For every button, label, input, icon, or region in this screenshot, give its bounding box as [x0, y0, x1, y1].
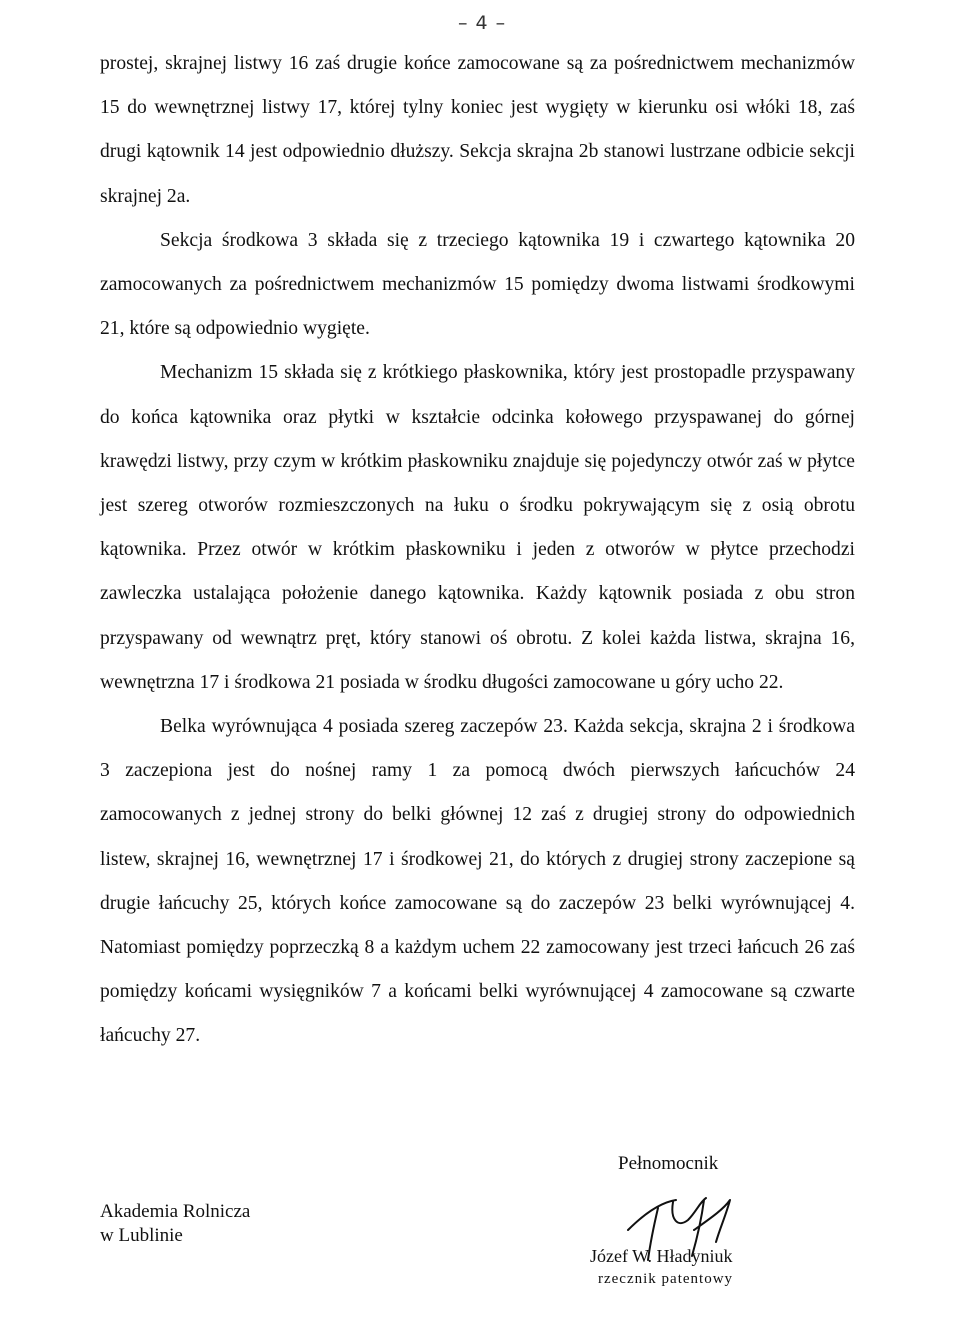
institution-line-2: w Lublinie	[100, 1225, 183, 1246]
signatory-name: Józef W. Hładyniuk	[590, 1246, 733, 1266]
page-number: – 4 –	[458, 12, 507, 34]
paragraph-4: Belka wyrównująca 4 posiada szereg zaczepów 23. Każda sekcja, skrajna 2 i środkowa 3 zaczepiona jest do nośnej ramy 1 za pomocą dwóch pierwszych łańcuchów 24 zamocowanych z jednej strony do belki głównej 12 zaś z drugiej strony do odpowiednich listew, skrajnej 16, wewnętrznej 17 i środkowej 21, do których z drugiej strony zaczepione są drugie łańcuchy 25, których końce zamocowane są do zaczepów 23 belki wyrównującej 4. Natomiast pomiędzy poprzeczką 8 a każdym uchem 22 zamocowany jest trzeci łańcuch 26 zaś pomiędzy końcami wysięgników 7 a końcami belki wyrównującej 4 zamocowane są czwarte łańcuchy 27.	[100, 716, 855, 1047]
paragraph-1: prostej, skrajnej listwy 16 zaś drugie końce zamocowane są za pośrednictwem mechanizmów 15 do wewnętrznej listwy 17, której tylny koniec jest wygięty w kierunku osi włóki 18, zaś drugi kątownik 14 jest odpowiednio dłuższy. Sekcja skrajna 2b stanowi lustrzane odbicie sekcji skrajnej 2a.	[100, 53, 855, 207]
document-body	[100, 42, 855, 1059]
paragraph-3: Mechanizm 15 składa się z krótkiego płaskownika, który jest prostopadle przyspawany do końca kątownika oraz płytki w kształcie odcinka kołowego przyspawanej do górnej krawędzi listwy, przy czym w krótkim płaskowniku znajduje się pojedynczy otwór zaś w płytce jest szereg otworów rozmieszczonych na łuku o środku pokrywającym się z osią obrotu kątownika. Przez otwór w krótkim płaskowniku i jeden z otworów w płytce przechodzi zawleczka ustalająca położenie danego kątownika. Każdy kątownik posiada z obu stron przyspawany od wewnątrz pręt, który stanowi oś obrotu. Z kolei każda listwa, skrajna 16, wewnętrzna 17 i środkowa 21 posiada w środku długości zamocowane u góry ucho 22.	[100, 362, 855, 693]
signature-title: Pełnomocnik	[618, 1153, 719, 1174]
institution-line-1: Akademia Rolnicza	[100, 1201, 251, 1222]
signatory-role: rzecznik patentowy	[598, 1271, 734, 1287]
paragraph-2: Sekcja środkowa 3 składa się z trzeciego kątownika 19 i czwartego kątownika 20 zamocowanych za pośrednictwem mechanizmów 15 pomiędzy dwoma listwami środkowymi 21, które są odpowiednio wygięte.	[100, 229, 855, 340]
institution-block	[100, 1200, 250, 1248]
